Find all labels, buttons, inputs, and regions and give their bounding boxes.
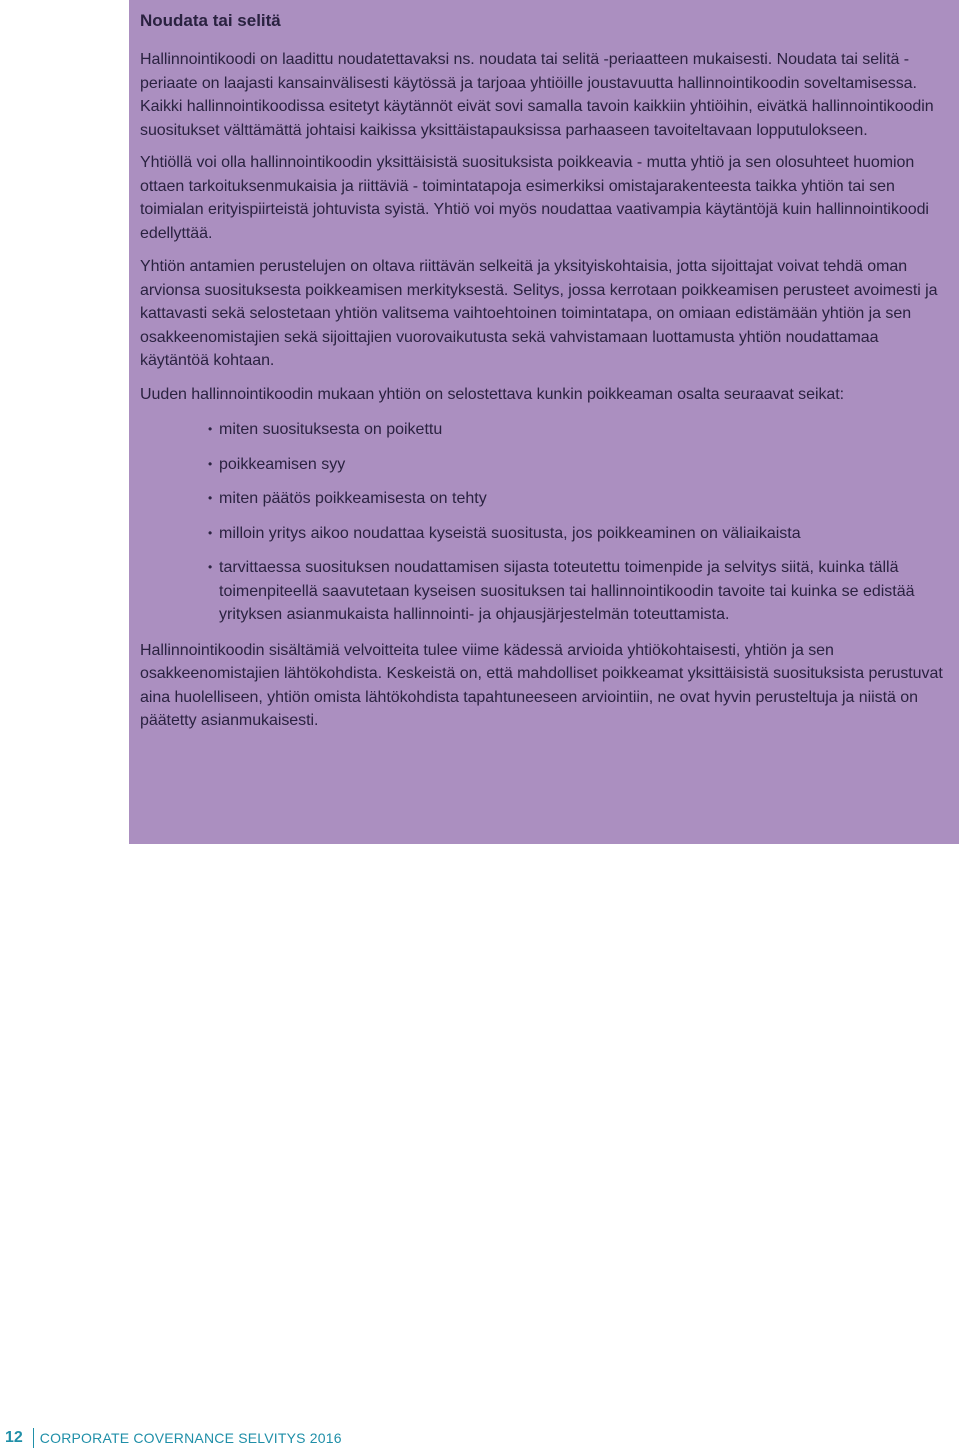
footer-title: CORPORATE COVERNANCE SELVITYS 2016 bbox=[39, 1430, 342, 1446]
paragraph-intro: Hallinnointikoodi on laadittu noudatettavaksi ns. noudata tai selitä -periaatteen mukaisesti. Noudata tai selitä -periaate on laajasti kansainvälisesti käytössä ja tarjoaa yhtiöille joustavuutta hallinnointikoodin soveltamisessa. Kaikki hallinnointikoodissa esitetyt käytännöt eivät sovi samalla tavoin kaikkiin yhtiöihin, eivätkä hallinnointikoodin suositukset välttämättä johtaisi kaikissa yksittäistapauksissa parhaaseen tavoiteltavaan lopputulokseen. bbox=[140, 51, 934, 139]
info-box bbox=[129, 0, 959, 844]
page-footer bbox=[5, 1427, 342, 1449]
paragraph-deviations: Yhtiöllä voi olla hallinnointikoodin yksittäisistä suosituksista poikkeavia - mutta yhtiö ja sen olosuhteet huomion ottaen tarkoituksenmukaisia ja riittäviä - toimintatapoja esimerkiksi omistajarakenteesta taikka yhtiön tai sen toimialan erityispiirteistä johtuvista syistä. Yhtiö voi myös noudattaa vaativampia käytäntöjä kuin hallinnointikoodi edellyttää. bbox=[140, 154, 929, 242]
paragraph-justifications: Yhtiön antamien perustelujen on oltava riittävän selkeitä ja yksityiskohtaisia, jotta sijoittajat voivat tehdä oman arvionsa suosituksesta poikkeamisen merkityksestä. Selitys, jossa kerrotaan poikkeamisen perusteet avoimesti ja kattavasti sekä selostetaan yhtiön valitsema vaihtoehtoinen toimintatapa, on omiaan edistämään yhtiön ja sen osakkeenomistajien sekä sijoittajien vuorovaikutusta sekä vahvistamaan luottamusta yhtiön noudattamaa käytäntöä kohtaan. bbox=[140, 258, 938, 369]
paragraph-requirements: Uuden hallinnointikoodin mukaan yhtiön on selostettava kunkin poikkeaman osalta seuraavat seikat: bbox=[140, 385, 845, 403]
list-item: • miten suosituksesta on poikettu bbox=[208, 418, 943, 442]
list-item: • tarvittaessa suosituksen noudattamisen sijasta toteutettu toimenpide ja selvitys siitä, kuinka tällä toimenpiteellä saavutetaan kyseisen suosituksen tai hallinnointikoodin tavoite tai kuinka se edistää yrityksen asianmukaista hallinnointi- ja ohjausjärjestelmän toteuttamista. bbox=[208, 556, 943, 627]
list-item: • miten päätös poikkeamisesta on tehty bbox=[208, 487, 943, 511]
list-item: • poikkeamisen syy bbox=[208, 453, 943, 477]
footer-divider bbox=[33, 1428, 34, 1448]
page-number: 12 bbox=[5, 1429, 23, 1446]
paragraph-closing: Hallinnointikoodin sisältämiä velvoitteita tulee viime kädessä arvioida yhtiökohtaisesti, yhtiön ja sen osakkeenomistajien lähtökohdista. Keskeistä on, että mahdolliset poikkeamat yksittäisistä suosituksista perustuvat aina huolelliseen, yhtiön omista lähtökohdista tapahtuneeseen arviointiin, ne ovat hyvin perusteltuja ja niistä on päätetty asianmukaisesti. bbox=[140, 641, 943, 729]
box-heading: Noudata tai selitä bbox=[140, 11, 281, 30]
bullet-list bbox=[140, 418, 943, 627]
list-item: • milloin yritys aikoo noudattaa kyseistä suositusta, jos poikkeaminen on väliaikaista bbox=[208, 522, 943, 546]
